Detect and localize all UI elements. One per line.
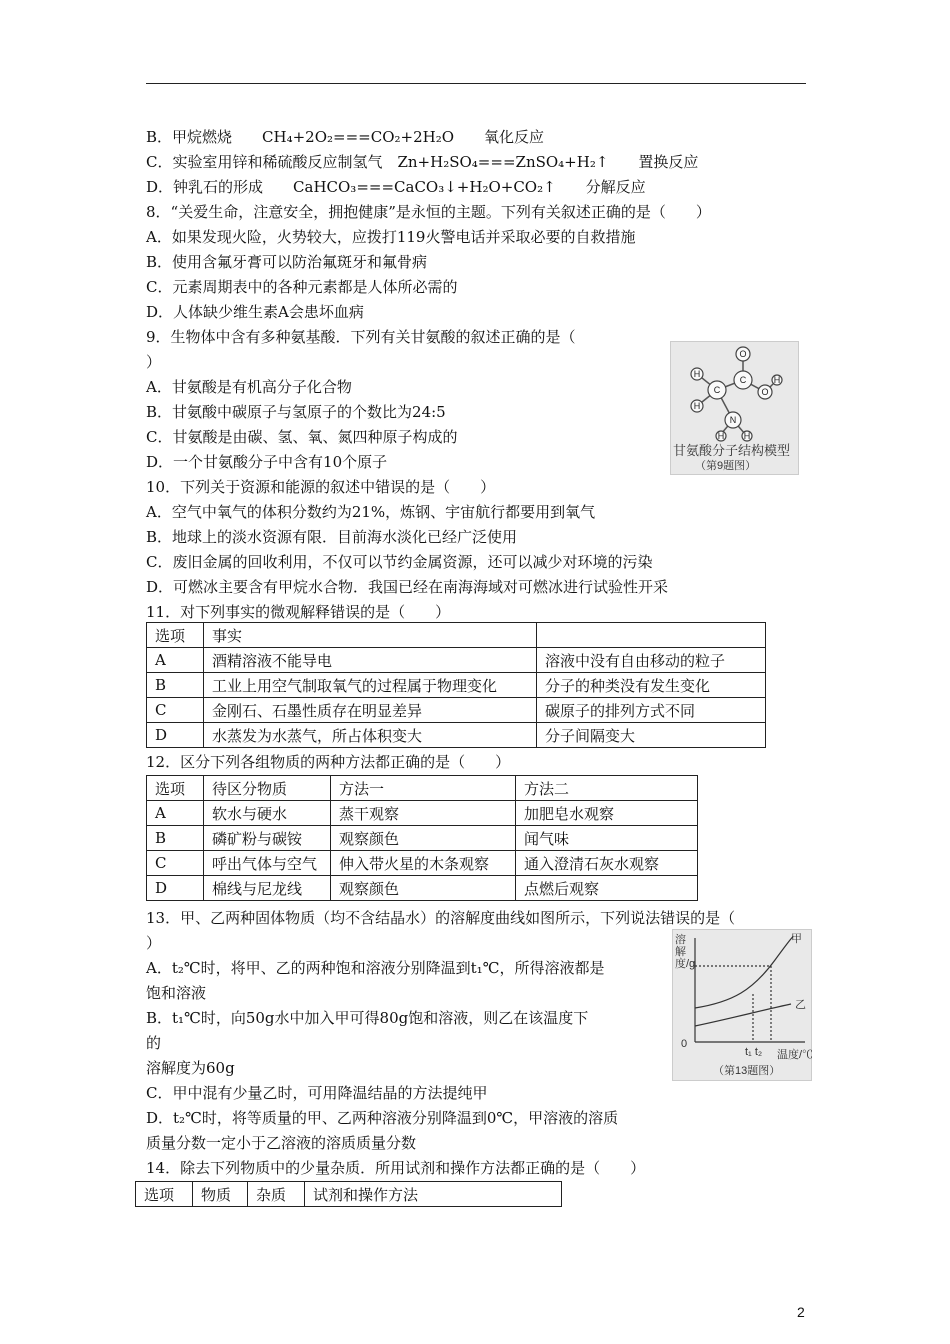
table-cell: 水蒸发为水蒸气，所占体积变大 bbox=[204, 723, 537, 748]
q8-option-a: A．如果发现火险，火势较大，应拨打119火警电话并采取必要的自救措施 bbox=[146, 228, 636, 246]
q13-option-a: A．t₂℃时，将甲、乙的两种饱和溶液分别降温到t₁℃，所得溶液都是 bbox=[146, 959, 605, 977]
q10-option-a: A．空气中氧气的体积分数约为21%，炼钢、宇宙航行都要用到氧气 bbox=[146, 503, 596, 521]
q13-option-b-cont: 的 bbox=[146, 1034, 162, 1052]
table-cell: A bbox=[147, 801, 204, 826]
glycine-model-figure bbox=[670, 341, 799, 475]
q12-stem: 12．区分下列各组物质的两种方法都正确的是（ ） bbox=[146, 753, 511, 771]
table-header-cell: 事实 bbox=[204, 623, 537, 648]
q9-option-c: C．甘氨酸是由碳、氢、氧、氮四种原子构成的 bbox=[146, 428, 458, 446]
table-row bbox=[147, 698, 766, 723]
table-row bbox=[147, 673, 766, 698]
table-header-cell: 试剂和操作方法 bbox=[305, 1182, 562, 1207]
table-header-cell: 待区分物质 bbox=[204, 776, 331, 801]
table-header-cell: 选项 bbox=[147, 776, 204, 801]
q13-option-a-cont: 饱和溶液 bbox=[146, 984, 207, 1002]
q9-option-b: B．甘氨酸中碳原子与氢原子的个数比为24:5 bbox=[146, 403, 446, 421]
atom-o2: O bbox=[761, 387, 769, 397]
curve-yi bbox=[695, 1004, 791, 1026]
q8-option-b: B．使用含氟牙膏可以防治氟斑牙和氟骨病 bbox=[146, 253, 428, 271]
atom-h1: H bbox=[693, 369, 701, 379]
atom-h4: H bbox=[717, 431, 725, 441]
table-header-cell: 方法一 bbox=[331, 776, 516, 801]
table-cell: 磷矿粉与碳铵 bbox=[204, 826, 331, 851]
table-row bbox=[136, 1182, 562, 1207]
table-row bbox=[147, 876, 698, 901]
table-row bbox=[147, 623, 766, 648]
fig13-ylabel: 溶解度/g bbox=[675, 934, 696, 970]
q7-option-b: B．甲烷燃烧 CH₄+2O₂===CO₂+2H₂O 氧化反应 bbox=[146, 128, 545, 146]
table-cell: 加肥皂水观察 bbox=[516, 801, 698, 826]
atom-o1: O bbox=[739, 349, 747, 359]
curve-jia bbox=[695, 936, 793, 1008]
fig13-xticks: t₁ t₂ bbox=[745, 1046, 763, 1058]
atom-c2: C bbox=[739, 375, 747, 385]
q10-option-d: D．可燃冰主要含有甲烷水合物．我国已经在南海海域对可燃冰进行试验性开采 bbox=[146, 578, 669, 596]
solubility-curve-figure bbox=[672, 929, 812, 1081]
fig13-origin: 0 bbox=[681, 1038, 688, 1050]
fig9-caption: 甘氨酸分子结构模型 bbox=[673, 443, 791, 458]
q10-stem: 10．下列关于资源和能源的叙述中错误的是（ ） bbox=[146, 478, 496, 496]
page-number: 2 bbox=[797, 1304, 805, 1320]
fig9-caption-number: （第9题图） bbox=[695, 460, 757, 472]
fig13-xlabel: 温度/℃ bbox=[777, 1049, 814, 1061]
table-row bbox=[147, 801, 698, 826]
table-cell: B bbox=[147, 673, 204, 698]
table-cell: C bbox=[147, 851, 204, 876]
table-cell: 酒精溶液不能导电 bbox=[204, 648, 537, 673]
table-cell: 伸入带火星的木条观察 bbox=[331, 851, 516, 876]
table-q14 bbox=[135, 1181, 562, 1207]
q10-option-c: C．废旧金属的回收利用，不仅可以节约金属资源，还可以减少对环境的污染 bbox=[146, 553, 653, 571]
table-q12 bbox=[146, 775, 698, 901]
table-row bbox=[147, 776, 698, 801]
table-cell: 金刚石、石墨性质存在明显差异 bbox=[204, 698, 537, 723]
q7-option-d: D．钟乳石的形成 CaHCO₃===CaCO₃↓+H₂O+CO₂↑ 分解反应 bbox=[146, 178, 646, 196]
atom-n: N bbox=[729, 415, 737, 425]
q9-option-d: D．一个甘氨酸分子中含有10个原子 bbox=[146, 453, 388, 471]
q13-option-d: D．t₂℃时，将等质量的甲、乙两种溶液分别降温到0℃，甲溶液的溶质 bbox=[146, 1109, 619, 1127]
table-cell: 软水与硬水 bbox=[204, 801, 331, 826]
q8-stem: 8．“关爱生命，注意安全，拥抱健康”是永恒的主题。下列有关叙述正确的是（ ） bbox=[146, 203, 711, 221]
table-cell: 点燃后观察 bbox=[516, 876, 698, 901]
table-header-cell: 方法二 bbox=[516, 776, 698, 801]
q7-option-c: C．实验室用锌和稀硫酸反应制氢气 Zn+H₂SO₄===ZnSO₄+H₂↑ 置换反应 bbox=[146, 153, 699, 171]
q13-option-c: C．甲中混有少量乙时，可用降温结晶的方法提纯甲 bbox=[146, 1084, 488, 1102]
table-row bbox=[147, 723, 766, 748]
table-cell: 呼出气体与空气 bbox=[204, 851, 331, 876]
header-rule bbox=[146, 83, 806, 84]
table-q11 bbox=[146, 622, 766, 748]
table-cell: 棉线与尼龙线 bbox=[204, 876, 331, 901]
q13-stem-cont: ） bbox=[146, 934, 162, 952]
fig13-curve1-label: 甲 bbox=[791, 933, 802, 945]
table-cell: A bbox=[147, 648, 204, 673]
q9-stem-cont: ） bbox=[146, 353, 162, 371]
q9-stem: 9．生物体中含有多种氨基酸．下列有关甘氨酸的叙述正确的是（ bbox=[146, 328, 576, 346]
q8-option-c: C．元素周期表中的各种元素都是人体所必需的 bbox=[146, 278, 458, 296]
table-cell: 观察颜色 bbox=[331, 826, 516, 851]
atom-c1: C bbox=[713, 385, 721, 395]
table-header-cell: 杂质 bbox=[248, 1182, 305, 1207]
fig13-caption: （第13题图） bbox=[713, 1065, 781, 1077]
table-row bbox=[147, 826, 698, 851]
q14-stem: 14．除去下列物质中的少量杂质．所用试剂和操作方法都正确的是（ ） bbox=[146, 1159, 646, 1177]
table-cell: 通入澄清石灰水观察 bbox=[516, 851, 698, 876]
table-cell: D bbox=[147, 876, 204, 901]
q8-option-d: D．人体缺少维生素A会患坏血病 bbox=[146, 303, 364, 321]
table-cell: 蒸干观察 bbox=[331, 801, 516, 826]
table-cell: C bbox=[147, 698, 204, 723]
table-cell: B bbox=[147, 826, 204, 851]
table-cell: 溶液中没有自由移动的粒子 bbox=[537, 648, 766, 673]
table-header-cell bbox=[537, 623, 766, 648]
table-cell: 工业上用空气制取氧气的过程属于物理变化 bbox=[204, 673, 537, 698]
q9-option-a: A．甘氨酸是有机高分子化合物 bbox=[146, 378, 352, 396]
q13-option-b: B．t₁℃时，向50g水中加入甲可得80g饱和溶液，则乙在该温度下 bbox=[146, 1009, 589, 1027]
table-header-cell: 选项 bbox=[147, 623, 204, 648]
table-cell: D bbox=[147, 723, 204, 748]
table-cell: 分子间隔变大 bbox=[537, 723, 766, 748]
table-cell: 闻气味 bbox=[516, 826, 698, 851]
q13-option-d-cont: 质量分数一定小于乙溶液的溶质质量分数 bbox=[146, 1134, 417, 1152]
table-cell: 观察颜色 bbox=[331, 876, 516, 901]
atom-h5: H bbox=[743, 431, 751, 441]
q10-option-b: B．地球上的淡水资源有限．目前海水淡化已经广泛使用 bbox=[146, 528, 518, 546]
table-cell: 分子的种类没有发生变化 bbox=[537, 673, 766, 698]
table-header-cell: 选项 bbox=[136, 1182, 193, 1207]
atom-h2: H bbox=[693, 401, 701, 411]
table-cell: 碳原子的排列方式不同 bbox=[537, 698, 766, 723]
q13-option-b-cont2: 溶解度为60g bbox=[146, 1059, 235, 1077]
fig13-curve2-label: 乙 bbox=[795, 999, 806, 1011]
atom-h3: H bbox=[773, 375, 781, 385]
table-row bbox=[147, 851, 698, 876]
table-row bbox=[147, 648, 766, 673]
q11-stem: 11．对下列事实的微观解释错误的是（ ） bbox=[146, 603, 451, 621]
table-header-cell: 物质 bbox=[193, 1182, 248, 1207]
q13-stem: 13．甲、乙两种固体物质（均不含结晶水）的溶解度曲线如图所示，下列说法错误的是（ bbox=[146, 909, 736, 927]
